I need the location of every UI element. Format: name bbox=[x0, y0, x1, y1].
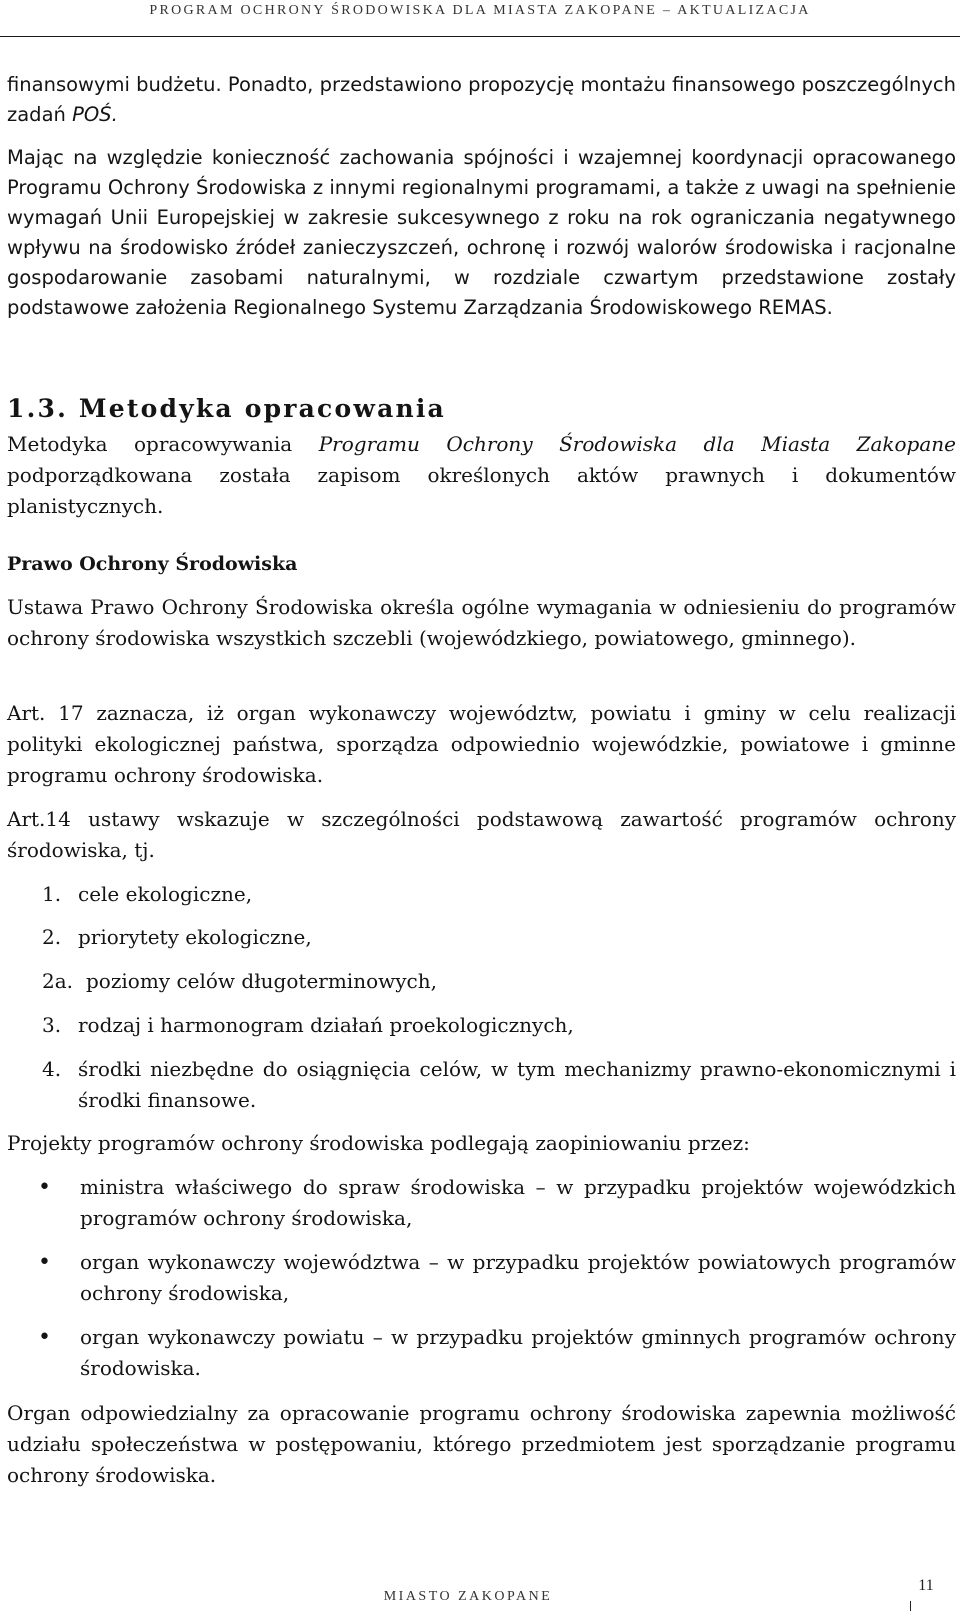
numbered-item bbox=[42, 966, 956, 997]
bullet-item bbox=[38, 1322, 956, 1384]
bullet-item bbox=[38, 1172, 956, 1234]
running-header-title: PROGRAM OCHRONY ŚRODOWISKA DLA MIASTA ZAKOPANE – AKTUALIZACJA bbox=[149, 3, 811, 18]
bullet-text: organ wykonawczy powiatu – w przypadku projektów gminnych programów ochrony środowiska. bbox=[80, 1325, 956, 1380]
bullet-marker: • bbox=[38, 1250, 51, 1275]
subheading: Prawo Ochrony Środowiska bbox=[7, 553, 298, 575]
numbered-marker: 2. bbox=[42, 925, 62, 949]
bullet-marker: • bbox=[38, 1175, 51, 1200]
bullet-item bbox=[38, 1247, 956, 1309]
bullet-marker: • bbox=[38, 1325, 51, 1350]
intro-continuation-text: finansowymi budżetu. Ponadto, przedstawiono propozycję montażu finansowego poszczególnych zadań bbox=[7, 73, 956, 126]
intro-paragraph: Mając na względzie konieczność zachowania spójności i wzajemnej koordynacji opracowanego Programu Ochrony Środowiska z innymi regionalnymi programami, a także z uwagi na spełnienie wymagań Unii Europejskiej w zakresie sukcesywnego z roku na rok ograniczania negatywnego wpływu na środowisko źródeł zanieczyszczeń, ochronę i rozwój walorów środowiska i racjonalne gospodarowanie zasobami naturalnymi, w rozdziale czwartym przedstawione zostały podstawowe założenia Regionalnego Systemu Zarządzania Środowiskowego REMAS. bbox=[7, 146, 956, 319]
numbered-item bbox=[42, 922, 956, 953]
paragraph-2: Art. 17 zaznacza, iż organ wykonawczy województw, powiatu i gminy w celu realizacji polityki ekologicznej państwa, sporządza odpowiednio wojewódzkie, powiatowe i gminne programu ochrony środowiska. bbox=[7, 701, 956, 787]
intro-continuation-italic: POŚ. bbox=[72, 103, 118, 126]
numbered-marker: 1. bbox=[42, 882, 62, 906]
intro-continuation bbox=[7, 70, 956, 130]
numbered-item bbox=[42, 1054, 956, 1116]
numbered-item bbox=[42, 879, 956, 910]
numbered-marker: 3. bbox=[42, 1013, 62, 1037]
page-number: 11 bbox=[918, 1577, 934, 1594]
numbered-text: rodzaj i harmonogram działań proekologicznych, bbox=[78, 1013, 574, 1037]
numbered-item bbox=[42, 1010, 956, 1041]
section-lead-after: podporządkowana została zapisom określonych aktów prawnych i dokumentów planistycznych. bbox=[7, 463, 956, 518]
paragraph-5: Organ odpowiedzialny za opracowanie programu ochrony środowiska zapewnia możliwość udziału społeczeństwa w postępowaniu, którego przedmiotem jest sporządzanie programu ochrony środowiska. bbox=[7, 1401, 956, 1487]
bullet-text: ministra właściwego do spraw środowiska – w przypadku projektów wojewódzkich programów ochrony środowiska, bbox=[80, 1175, 956, 1230]
page-number-rule bbox=[910, 1601, 911, 1611]
paragraph-3: Art.14 ustawy wskazuje w szczególności podstawową zawartość programów ochrony środowiska, tj. bbox=[7, 807, 956, 862]
section-lead-before: Metodyka opracowywania bbox=[7, 432, 319, 456]
section-lead bbox=[7, 429, 956, 522]
header-rule bbox=[0, 36, 960, 37]
paragraph-1: Ustawa Prawo Ochrony Środowiska określa ogólne wymagania w odniesieniu do programów ochrony środowiska wszystkich szczebli (wojewódzkiego, powiatowego, gminnego). bbox=[7, 595, 956, 650]
running-header bbox=[0, 0, 960, 36]
numbered-text: priorytety ekologiczne, bbox=[78, 925, 312, 949]
paragraph-4: Projekty programów ochrony środowiska podlegają zaopiniowaniu przez: bbox=[7, 1131, 750, 1155]
footer-title: MIASTO ZAKOPANE bbox=[383, 1589, 553, 1604]
numbered-text: poziomy celów długoterminowych, bbox=[86, 969, 437, 993]
bullet-text: organ wykonawczy województwa – w przypadku projektów powiatowych programów ochrony środowiska, bbox=[80, 1250, 956, 1305]
numbered-text: środki niezbędne do osiągnięcia celów, w tym mechanizmy prawno-ekonomicznymi i środki finansowe. bbox=[78, 1057, 956, 1112]
section-heading: 1.3. Metodyka opracowania bbox=[7, 394, 446, 423]
numbered-marker: 2a. bbox=[42, 969, 74, 993]
section-lead-italic: Programu Ochrony Środowiska dla Miasta Zakopane bbox=[318, 432, 957, 456]
numbered-marker: 4. bbox=[42, 1057, 62, 1081]
numbered-text: cele ekologiczne, bbox=[78, 882, 253, 906]
